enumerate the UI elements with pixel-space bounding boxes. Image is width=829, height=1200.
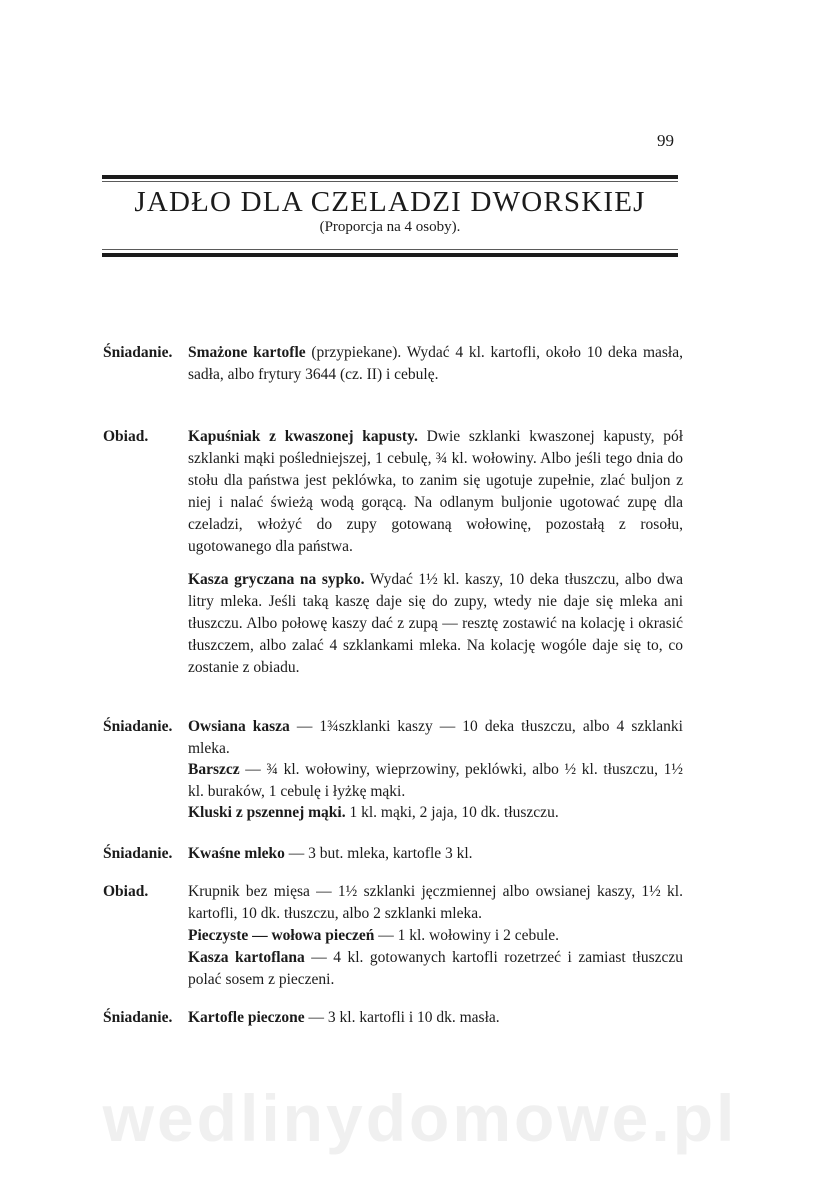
- dish-name: Kluski z pszennej mąki.: [188, 804, 346, 821]
- dish-name: Smażone kartofle: [188, 344, 306, 361]
- dish-text: — 1 kl. wołowiny i 2 cebule.: [374, 927, 560, 944]
- watermark: wedlinydomowe.pl: [102, 1081, 738, 1155]
- page-subtitle: (Proporcja na 4 osoby).: [319, 219, 461, 235]
- dish-text: Dwie szklanki kwaszonej kapusty, pół szklanki mąki pośledniejszej, 1 cebulę, ¾ kl. wołowiny. Albo jeśli tego dnia do stołu dla państwa jest peklówka, to zanim się ugotuje zupełnie, zlać buljon z niej i nalać świeżą wodą gorącą. Na odlanym buljonie ugotować zupę dla czeladzi, włożyć do zupy gotowaną wołowinę, pozostałą z rosołu, ugotowanego dla państwa.: [188, 428, 683, 555]
- dish-paragraph: [188, 426, 683, 558]
- dish-paragraph: [188, 802, 683, 824]
- dish-name: Kasza gryczana na sypko.: [188, 571, 365, 588]
- meal-label: Obiad.: [103, 428, 149, 445]
- meal-label: Śniadanie.: [103, 718, 173, 735]
- dish-paragraph: [188, 759, 683, 803]
- dish-text: Wydać 1½ kl. kaszy, 10 deka tłuszczu, albo dwa litry mleka. Jeśli taką kaszę daje się do zupy, wtedy nie daje się mleka ani tłuszczu. Albo połowę kaszy dać z zupą — resztę zostawić na kolację i okrasić tłuszczem, albo zalać 4 szklankami mleka. Na kolację wogóle daje się to, co zostanie z obiadu.: [188, 571, 683, 676]
- page-number: 99: [657, 131, 674, 150]
- meal-label: Obiad.: [103, 883, 149, 900]
- meal-label: Śniadanie.: [103, 845, 173, 862]
- dish-text: Krupnik bez mięsa — 1½ szklanki jęczmiennej albo owsianej kaszy, 1½ kl. kartofli, 10 dk. tłuszczu, albo 2 szklanki mleka.: [188, 883, 683, 922]
- dish-paragraph: [188, 569, 683, 679]
- dish-name: Owsiana kasza: [188, 718, 290, 735]
- dish-text: — ¾ kl. wołowiny, wieprzowiny, peklówki, albo ½ kl. tłuszczu, 1½ kl. buraków, 1 cebulę i łyżkę mąki.: [188, 761, 683, 800]
- dish-name: Kwaśne mleko: [188, 845, 285, 862]
- dish-text: — 3 but. mleka, kartofle 3 kl.: [284, 845, 473, 862]
- dish-name: Kasza kartoflana: [188, 949, 305, 966]
- dish-paragraph: [188, 881, 683, 925]
- dish-paragraph: [188, 1007, 683, 1029]
- dish-name: Kapuśniak z kwaszonej kapusty.: [188, 428, 418, 445]
- dish-text: — 3 kl. kartofli i 10 dk. masła.: [304, 1009, 500, 1026]
- dish-text: (przypiekane). Wydać 4 kl. kartofli, około 10 deka masła, sadła, albo frytury 3644 (cz. II) i cebulę.: [188, 344, 683, 383]
- meal-label: Śniadanie.: [103, 344, 173, 361]
- dish-paragraph: [188, 843, 683, 865]
- dish-paragraph: [188, 716, 683, 760]
- meal-label: Śniadanie.: [103, 1009, 173, 1026]
- dish-text: 1 kl. mąki, 2 jaja, 10 dk. tłuszczu.: [345, 804, 559, 821]
- dish-text: — 4 kl. gotowanych kartofli rozetrzeć i zamiast tłuszczu polać sosem z pieczeni.: [188, 949, 683, 988]
- dish-paragraph: [188, 947, 683, 991]
- dish-name: Pieczyste — wołowa pieczeń: [188, 927, 375, 944]
- dish-paragraph: [188, 925, 683, 947]
- page-title: JADŁO DLA CZELADZI DWORSKIEJ: [134, 186, 646, 218]
- dish-paragraph: [188, 342, 683, 386]
- dish-text: — 1¾szklanki kaszy — 10 deka tłuszczu, albo 4 szklanki mleka.: [188, 718, 683, 757]
- dish-name: Kartofle pieczone: [188, 1009, 305, 1026]
- dish-name: Barszcz: [188, 761, 240, 778]
